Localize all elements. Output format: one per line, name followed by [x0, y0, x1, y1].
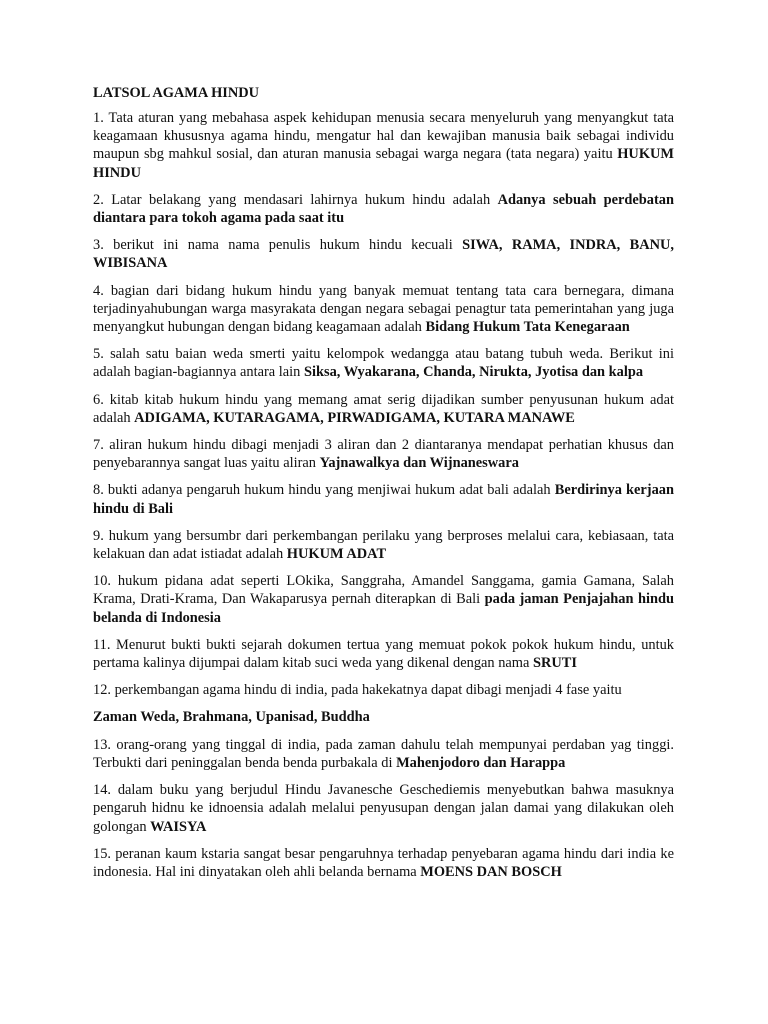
question-text: 9. hukum yang bersumbr dari perkembangan perilaku yang berproses melalui cara, kebiasaan, tata kelakuan dan adat istiadat adalah [93, 527, 674, 563]
question-item [93, 436, 674, 472]
question-text: 12. perkembangan agama hindu di india, pada hakekatnya dapat dibagi menjadi 4 fase yaitu [93, 682, 622, 699]
question-text: 11. Menurut bukti bukti sejarah dokumen tertua yang memuat pokok pokok hukum hindu, untuk pertama kalinya dijumpai dalam kitab suci weda yang dikenal dengan nama [93, 636, 674, 672]
question-item [93, 845, 674, 881]
answer-text: Mahenjodoro dan Harappa [396, 754, 566, 771]
question-item [93, 736, 674, 772]
question-text: 2. Latar belakang yang mendasari lahirnya hukum hindu adalah [93, 191, 498, 208]
answer-text: HUKUM HINDU [93, 146, 674, 181]
answer-text: WAISYA [150, 818, 207, 835]
question-list [93, 109, 674, 881]
answer-text: SIWA, RAMA, INDRA, BANU, WIBISANA [93, 237, 675, 272]
answer-text: Adanya sebuah perdebatan diantara para tokoh agama pada saat itu [93, 191, 674, 227]
answer-text: Zaman Weda, Brahmana, Upanisad, Buddha [93, 709, 370, 726]
question-text: 4. bagian dari bidang hukum hindu yang banyak memuat tentang tata cara bernegara, dimana terjadinyahubungan warga masyrakata dengan negara sebagai penagtur tata pemerintahan yang juga menyangkut hubungan dengan bidang keagamaan adalah [93, 282, 674, 336]
answer-text: Siksa, Wyakarana, Chanda, Nirukta, Jyotisa dan kalpa [303, 364, 644, 381]
question-item [93, 109, 674, 182]
answer-text: Berdirinya kerjaan hindu di Bali [93, 482, 674, 517]
question-item [93, 191, 674, 227]
answer-text: MOENS DAN BOSCH [420, 863, 562, 880]
question-text: 14. dalam buku yang berjudul Hindu Javanesche Geschediemis menyebutkan bahwa masuknya pengaruh hidnu ke idnoensia adalah melalui penyusupan dengan jalan damai yang dilakukan oleh golongan [93, 782, 674, 835]
question-text: 6. kitab kitab hukum hindu yang memang amat serig dijadikan sumber penyusunan hukum adat adalah [93, 391, 674, 426]
question-item [93, 236, 674, 272]
answer-text: Yajnawalkya dan Wijnaneswara [319, 455, 519, 472]
question-item [93, 572, 674, 627]
question-item [93, 708, 674, 726]
answer-text: HUKUM ADAT [286, 546, 387, 563]
question-text: 15. peranan kaum kstaria sangat besar pengaruhnya terhadap penyebaran agama hindu dari india ke indonesia. Hal ini dinyatakan oleh ahli belanda bernama [93, 845, 674, 880]
question-item [93, 636, 674, 672]
question-item [93, 681, 674, 699]
answer-text: pada jaman Penjajahan hindu belanda di Indonesia [93, 591, 675, 626]
question-item [93, 391, 674, 427]
question-text: 7. aliran hukum hindu dibagi menjadi 3 aliran dan 2 diantaranya mendapat perhatian khusus dan penyebarannya sangat luas yaitu aliran [93, 437, 674, 472]
question-text: 8. bukti adanya pengaruh hukum hindu yang menjiwai hukum adat bali adalah [93, 482, 555, 499]
question-text: 5. salah satu baian weda smerti yaitu kelompok wedangga atau batang tubuh weda. Berikut ini adalah bagian-bagiannya antara lain [93, 346, 674, 381]
document-title: LATSOL AGAMA HINDU [93, 85, 260, 101]
question-item [93, 345, 674, 381]
answer-text: ADIGAMA, KUTARAGAMA, PIRWADIGAMA, KUTARA MANAWE [134, 409, 575, 426]
question-text: 13. orang-orang yang tinggal di india, pada zaman dahulu telah mempunyai perdaban yag tinggi. Terbukti dari peninggalan benda benda purbakala di [93, 736, 674, 771]
answer-text: Bidang Hukum Tata Kenegaraan [425, 319, 630, 336]
question-item [93, 527, 674, 563]
question-text: 3. berikut ini nama nama penulis hukum hindu kecuali [93, 237, 463, 254]
answer-text: SRUTI [532, 655, 577, 672]
question-text: 10. hukum pidana adat seperti LOkika, Sanggraha, Amandel Sanggama, gamia Gamana, Salah Krama, Drati-Krama, Dan Wakaparusya pernah diterapkan di Bali [93, 573, 674, 608]
question-item [93, 481, 674, 517]
question-item [93, 282, 674, 337]
question-text: 1. Tata aturan yang mebahasa aspek kehidupan menusia secara menyeluruh yang menyangkut tata keagamaan khususnya agama hindu, mengatur hal dan kewajiban manusia baik sebagai individu maupun sbg mahkul sosial, dan aturan manusia sebagai warga negara (tata negara) yaitu [93, 110, 674, 163]
question-item [93, 781, 674, 836]
